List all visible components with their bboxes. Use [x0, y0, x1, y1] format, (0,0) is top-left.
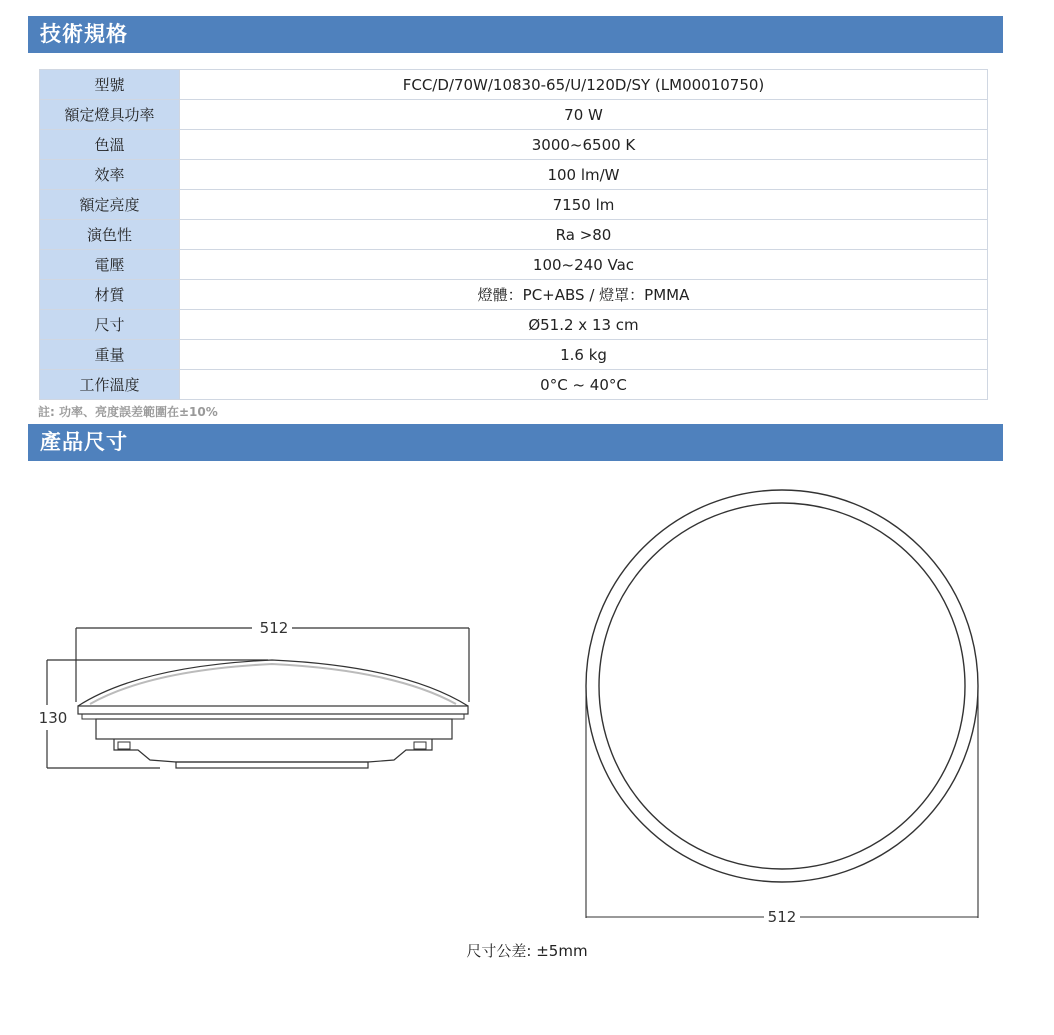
top-view-diagram — [586, 490, 978, 918]
lamp-dome-highlight — [90, 664, 456, 704]
lamp-clip-right — [414, 742, 426, 749]
spec-key: 電壓 — [40, 250, 180, 280]
tolerance-note: 尺寸公差: ±5mm — [466, 942, 588, 960]
specs-section-header: 技術規格 — [28, 16, 1003, 53]
lamp-rim-inner — [82, 714, 464, 719]
spec-value: 0°C ~ 40°C — [180, 370, 988, 400]
side-width-label: 512 — [259, 619, 289, 637]
spec-key: 重量 — [40, 340, 180, 370]
side-view-diagram — [47, 628, 469, 768]
spec-value: 100~240 Vac — [180, 250, 988, 280]
top-width-label: 512 — [767, 908, 797, 926]
spec-key: 材質 — [40, 280, 180, 310]
spec-key: 型號 — [40, 70, 180, 100]
spec-value: 70 W — [180, 100, 988, 130]
lamp-mount-plate — [176, 762, 368, 768]
lamp-dome-outline — [78, 660, 468, 706]
spec-value: 100 lm/W — [180, 160, 988, 190]
spec-key: 額定亮度 — [40, 190, 180, 220]
lamp-rim-outer — [78, 706, 468, 714]
dimensions-section-header: 產品尺寸 — [28, 424, 1003, 461]
spec-key: 演色性 — [40, 220, 180, 250]
spec-key: 工作溫度 — [40, 370, 180, 400]
spec-value: FCC/D/70W/10830-65/U/120D/SY (LM00010750) — [180, 70, 988, 100]
spec-value: Ra >80 — [180, 220, 988, 250]
spec-value: Ø51.2 x 13 cm — [180, 310, 988, 340]
spec-value: 燈體：PC+ABS / 燈罩：PMMA — [180, 280, 988, 310]
spec-value: 7150 lm — [180, 190, 988, 220]
spec-note: 註: 功率、亮度誤差範圍在±10% — [38, 405, 218, 419]
spec-key: 額定燈具功率 — [40, 100, 180, 130]
side-height-label: 130 — [38, 709, 68, 727]
spec-key: 色溫 — [40, 130, 180, 160]
top-view-inner-circle — [599, 503, 965, 869]
lamp-clip-left — [118, 742, 130, 749]
spec-value: 1.6 kg — [180, 340, 988, 370]
lamp-mount-bracket — [114, 739, 432, 762]
spec-key: 尺寸 — [40, 310, 180, 340]
spec-value: 3000~6500 K — [180, 130, 988, 160]
lamp-base-plate — [96, 719, 452, 739]
spec-key: 效率 — [40, 160, 180, 190]
top-view-outer-circle — [586, 490, 978, 882]
